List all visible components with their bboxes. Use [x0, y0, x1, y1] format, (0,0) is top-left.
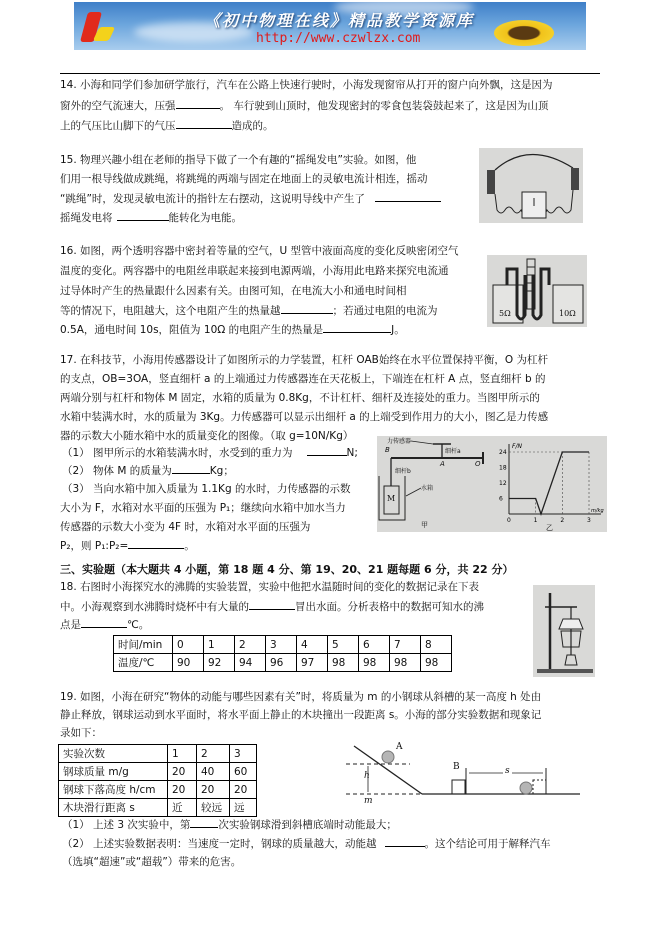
q14-text: 窗外的空气流速大，压强 [60, 100, 176, 112]
q15-line2: 们用一根导线做成跳绳，将跳绳的两端与固定在地面上的灵敏电流计相连，摇动 [60, 173, 428, 185]
q14-text: 造成的。 [231, 120, 274, 132]
q18-blank-1[interactable] [249, 597, 295, 610]
q16-text: J。 [391, 324, 405, 336]
q17-line4: 水箱中装满水时，水的质量为 3Kg。力传感器可以显示出细杆 a 的上端受到作用力的大小，图乙是力传感 [60, 411, 549, 423]
q19-line1: 19. 如图，小海在研究“物体的动能与哪些因素有关”时，将质量为 m 的小钢球从斜槽的某一高度 h 处由 [60, 691, 542, 703]
q18-blank-2[interactable] [81, 615, 127, 628]
y-tick-label: 6 [499, 495, 503, 503]
table-row [59, 763, 257, 781]
q17-text: N; [346, 447, 358, 459]
q16-line4 [60, 301, 438, 321]
q14-text: 上的气压比山脚下的气压 [60, 120, 176, 132]
table-cell: 60 [230, 763, 257, 781]
q16-text: ；若通过电阻的电流为 [332, 305, 438, 317]
y-tick-label: 18 [499, 464, 507, 472]
q19-line2: 静止释放，钢球运动到水平面时，将水平面上静止的木块撞出一段距离 s。小海的部分实验数据和现象记 [60, 709, 542, 721]
incline-diagram [340, 740, 590, 810]
table-cell: 2 [235, 636, 266, 654]
x-tick-labels [507, 517, 591, 524]
q19-blank-2[interactable] [385, 834, 425, 847]
q17-blank-2[interactable] [172, 461, 210, 474]
q19-sub1 [62, 815, 397, 835]
table-cell: 2 [197, 745, 230, 763]
table-cell: 90 [173, 654, 204, 672]
boiling-data-table [113, 635, 452, 672]
table-cell: 40 [197, 763, 230, 781]
y-tick-label: 24 [499, 449, 507, 456]
q16-line5 [60, 320, 405, 340]
table-cell: 较远 [197, 799, 230, 817]
height-h-label: h [364, 771, 370, 781]
kinetic-energy-table [58, 744, 257, 817]
q16-blank-2[interactable] [323, 320, 391, 333]
q19-text: 。这个结论可用于解释汽车 [424, 838, 551, 850]
x-tick-label: 0 [507, 517, 511, 524]
q16-text: 等的情况下，电阻越大，这个电阻产生的热量越 [60, 305, 281, 317]
q17-sub3c: 传感器的示数大小变为 4F 时，水箱对水平面的压强为 [60, 521, 311, 533]
q15-blank-1[interactable] [375, 189, 441, 202]
table-cell: 1 [168, 745, 197, 763]
table-row [114, 654, 452, 672]
q18-line3 [60, 615, 149, 635]
table-cell: 5 [328, 636, 359, 654]
q18-line1: 18. 右图时小海探究水的沸腾的实验装置，实验中他把水温随时间的变化的数据记录在下表 [60, 581, 480, 593]
table-row [114, 636, 452, 654]
q17-text: （1） 图甲所示的水箱装满水时，水受到的重力为 [62, 447, 293, 459]
q18-text: 冒出水面。分析表格中的数据可知水的沸 [295, 601, 484, 613]
point-a-label: A [396, 742, 403, 752]
q17-blank-1[interactable] [307, 443, 347, 456]
table-cell: 钢球质量 m/g [59, 763, 168, 781]
table-cell: 20 [168, 781, 197, 799]
mass-m-label: M [387, 494, 396, 503]
tank-label: 水箱 [421, 485, 434, 492]
q15-line3 [60, 189, 441, 209]
q17-sub3a: （3） 当向水箱中加入质量为 1.1Kg 的水时，力传感器的示数 [62, 483, 351, 495]
table-cell: 98 [359, 654, 390, 672]
q18-line2 [60, 597, 484, 617]
banner-url: http://www.czwlzx.com [256, 31, 421, 46]
table-cell: 98 [421, 654, 452, 672]
table-cell: 4 [297, 636, 328, 654]
table-row [59, 745, 257, 763]
q17-text: 。 [184, 540, 195, 552]
q15-text: 摇绳发电将 [60, 212, 113, 224]
q15-text: “跳绳”时，发现灵敏电流计的指针左右摆动，这说明导线中产生了 [60, 193, 365, 205]
q14-line1: 14. 小海和同学们参加研学旅行，汽车在公路上快速行驶时，小海发现窗帘从打开的窗户向外飘，这是因为 [60, 79, 553, 91]
x-tick-label: 3 [587, 517, 591, 524]
banner-title: 《初中物理在线》精品教学资源库 [204, 11, 475, 30]
q18-text: ℃。 [127, 619, 150, 631]
table-cell: 实验次数 [59, 745, 168, 763]
table-row [59, 781, 257, 799]
table-cell: 96 [266, 654, 297, 672]
q19-blank-1[interactable] [190, 815, 218, 828]
q16-line3: 过导体时产生的热量跟什么因素有关。由图可知，在电流大小和通电时间相 [60, 285, 407, 297]
y-tick-label: 12 [499, 480, 507, 487]
q19-sub3: （选填“超速”或“超载”）带来的危害。 [62, 856, 242, 868]
joule-heating-figure [487, 255, 587, 327]
q17-line2: 的支点，OB=3OA，竖直细杆 a 的上端通过力传感器连在天花板上，下端连在杠杆 A 点，竖直细杆 b 的 [60, 373, 546, 385]
resistor-10-label: 10Ω [559, 309, 576, 318]
q16-blank-1[interactable] [281, 301, 333, 314]
header-divider [60, 73, 600, 74]
q14-blank-1[interactable] [176, 96, 220, 109]
series-line-F [509, 452, 589, 514]
sunflower-icon [494, 20, 554, 46]
point-b-label: B [385, 446, 390, 454]
q14-line3 [60, 116, 274, 136]
q17-blank-3[interactable] [128, 536, 184, 549]
x-axis-label: m/kg [591, 508, 604, 514]
y-axis-label: F/N [512, 443, 522, 450]
q19-line3: 录如下： [60, 727, 102, 739]
q16-line1: 16. 如图，两个透明容器中密封着等量的空气，U 型管中液面高度的变化反映密闭空气 [60, 245, 459, 257]
q19-text: 次实验钢球滑到斜槽底端时动能最大； [218, 819, 397, 831]
q18-text: 点是 [60, 619, 81, 631]
table-cell: 97 [297, 654, 328, 672]
guide-lines [509, 452, 589, 514]
table-cell: 7 [390, 636, 421, 654]
q17-text: Kg； [209, 465, 234, 477]
q19-text: （2） 上述实验数据表明：当速度一定时，钢球的质量越大，动能越 [62, 838, 377, 850]
q17-text: （2） 物体 M 的质量为 [62, 465, 172, 477]
table-cell: 远 [230, 799, 257, 817]
q14-blank-2[interactable] [176, 116, 232, 129]
table-cell: 94 [235, 654, 266, 672]
distance-s-label: s [505, 766, 510, 776]
q17-sub1 [62, 443, 358, 463]
section-3-heading: 三、实验题（本大题共 4 小题，第 18 题 4 分、第 19、20、21 题每题 6 分，共 22 分） [60, 563, 514, 576]
force-mass-chart [497, 436, 607, 532]
q16-line2: 温度的变化。两容器中的电阻丝串联起来接到电源两端，小海用此电路来探究电流通 [60, 265, 449, 277]
resistor-5-label: 5Ω [499, 309, 511, 318]
y-tick-labels [499, 449, 507, 503]
table-cell: 木块滑行距离 s [59, 799, 168, 817]
figure-yi-caption: 乙 [546, 524, 553, 532]
jump-rope-generator-figure [479, 148, 583, 223]
table-cell: 98 [328, 654, 359, 672]
table-cell: 20 [230, 781, 257, 799]
q15-text: 能转化为电能。 [168, 212, 242, 224]
table-row [59, 799, 257, 817]
table-cell: 98 [390, 654, 421, 672]
rod-a-label: 细杆a [445, 448, 461, 455]
block-b-label: B [453, 762, 460, 772]
boiling-apparatus-diagram [533, 585, 595, 677]
row-header-time: 时间/min [114, 636, 173, 654]
q17-line3: 两端分别与杠杆和物体 M 固定，水箱的质量为 0.8Kg，不计杠杆、细杆及连接处的重力。当图甲所示的 [60, 392, 540, 404]
figure-jia-caption: 甲 [421, 521, 428, 529]
incline-figure [340, 740, 590, 810]
q18-text: 中。小海观察到水沸腾时烧杯中有大量的 [60, 601, 249, 613]
q14-text: 。 车行驶到山顶时，他发现密封的零食包装袋鼓起来了，这是因为山顶 [219, 100, 549, 112]
header-banner [74, 2, 586, 50]
q17-sub3d [60, 536, 195, 556]
q17-sub2 [62, 461, 234, 481]
jump-rope-diagram [479, 148, 583, 223]
table-cell: 20 [197, 781, 230, 799]
table-cell: 6 [359, 636, 390, 654]
boiling-apparatus-figure [533, 585, 595, 677]
q17-sub3b: 大小为 F，水箱对水平面的压强为 P₁；继续向水箱中加水当力 [60, 502, 346, 514]
rod-b-label: 细杆b [395, 468, 411, 475]
x-tick-label: 2 [560, 517, 565, 524]
table-cell: 92 [204, 654, 235, 672]
q15-blank-2[interactable] [117, 208, 169, 221]
table-cell: 3 [266, 636, 297, 654]
point-o-label: O [475, 460, 481, 468]
q16-text: 0.5A，通电时间 10s，阻值为 10Ω 的电阻产生的热量是 [60, 324, 324, 336]
x-tick-label: 1 [533, 517, 538, 524]
table-cell: 近 [168, 799, 197, 817]
table-cell: 0 [173, 636, 204, 654]
table-cell: 3 [230, 745, 257, 763]
mass-m-label: m [364, 796, 373, 806]
q15-line4 [60, 208, 242, 228]
q19-sub2 [62, 834, 551, 854]
q15-line1: 15. 物理兴趣小组在老师的指导下做了一个有趣的“摇绳发电”实验。如图，他 [60, 154, 417, 166]
table-cell: 钢球下落高度 h/cm [59, 781, 168, 799]
row-header-temp: 温度/℃ [114, 654, 173, 672]
sensor-label: 力传感器 [387, 438, 412, 445]
q17-line1: 17. 在科技节，小海用传感器设计了如图所示的力学装置，杠杆 OAB始终在水平位置保持平衡，O 为杠杆 [60, 354, 548, 366]
table-cell: 1 [204, 636, 235, 654]
table-cell: 20 [168, 763, 197, 781]
q14-line2 [60, 96, 548, 116]
q17-line5: 器的示数大小随水箱中水的质量变化的图像。（取 g=10N/Kg） [60, 430, 354, 442]
table-cell: 8 [421, 636, 452, 654]
q17-figure [377, 436, 607, 532]
q17-text: P₂，则 P₁:P₂= [60, 540, 129, 552]
q19-text: （1） 上述 3 次实验中，第 [62, 819, 191, 831]
point-a-label: A [440, 460, 445, 468]
